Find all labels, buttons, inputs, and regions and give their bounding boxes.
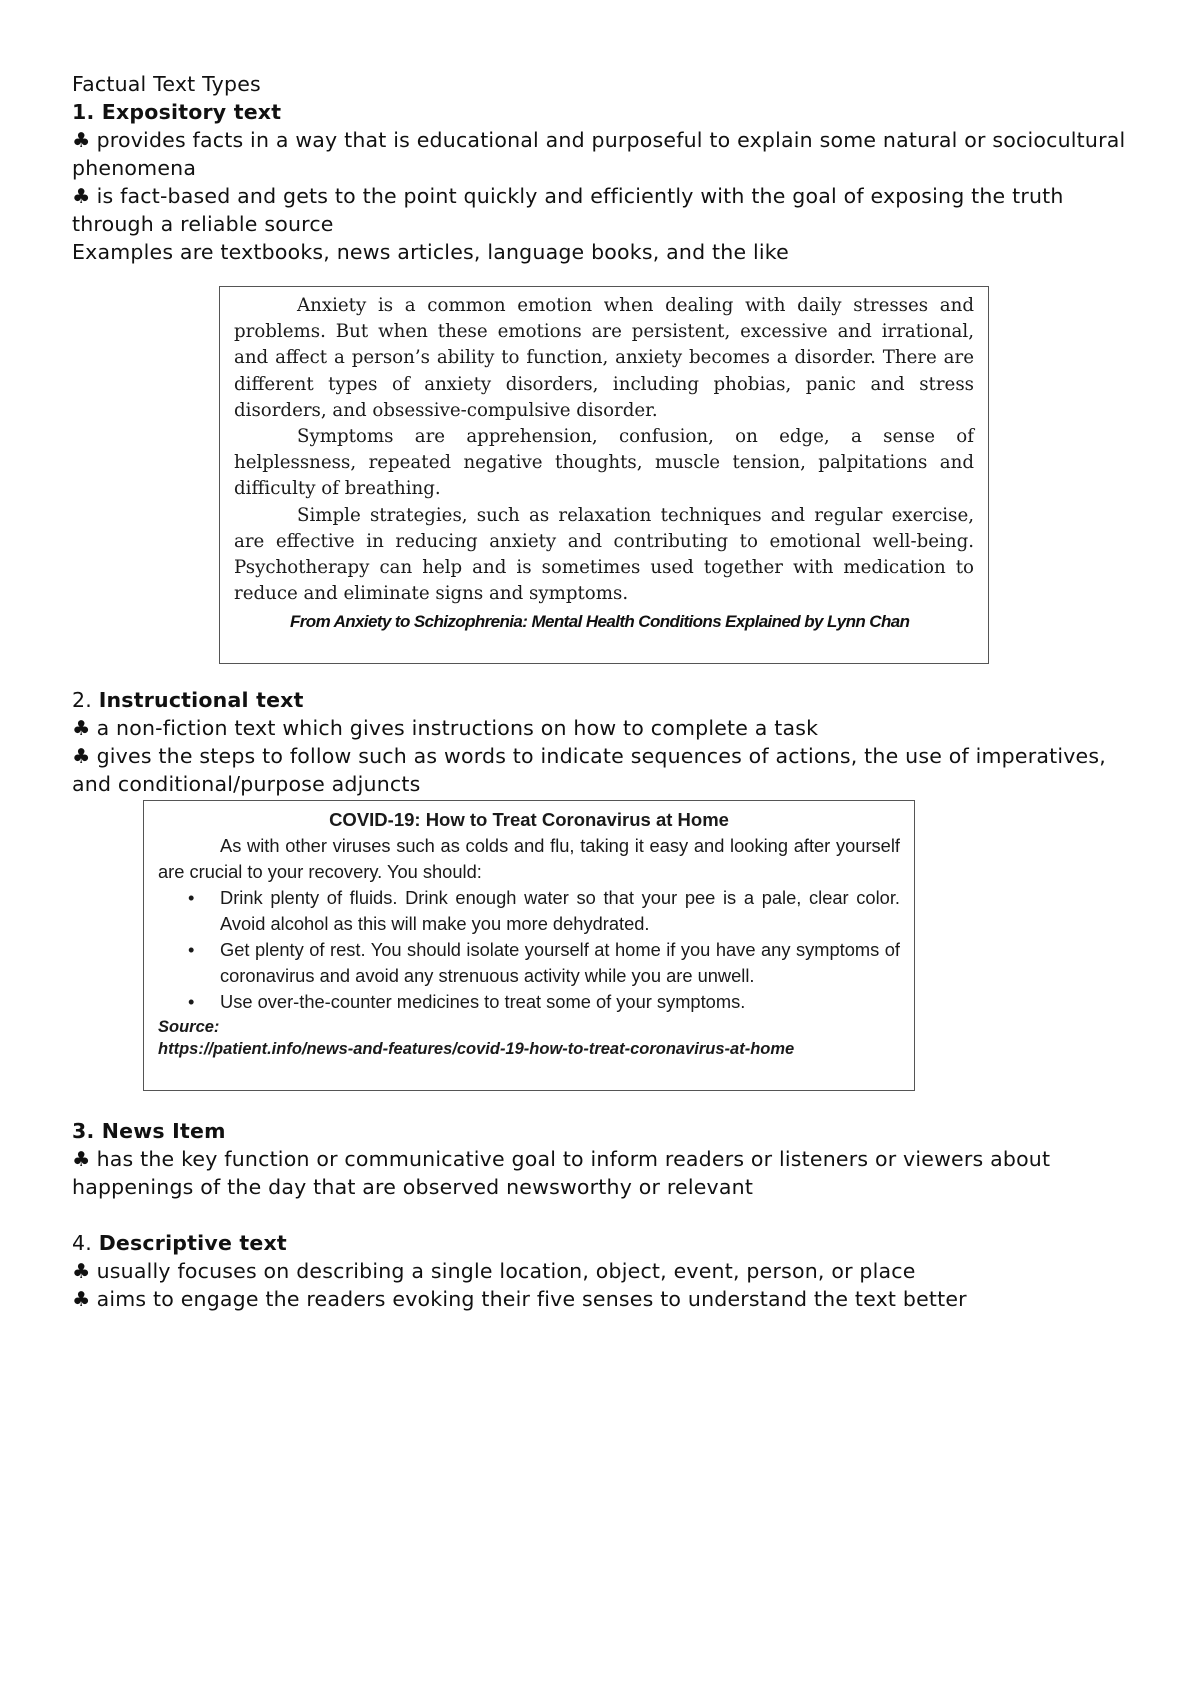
section-number: 3. <box>72 1119 95 1143</box>
club-bullet-icon: ♣ <box>72 716 91 740</box>
expository-point-2: ♣ is fact-based and gets to the point quickly and efficiently with the goal of exposing the truth through a reliable source <box>72 184 1064 236</box>
descriptive-point-2: ♣ aims to engage the readers evoking their five senses to understand the text better <box>72 1287 967 1311</box>
club-bullet-icon: ♣ <box>72 1147 91 1171</box>
section-news-heading <box>72 1117 1142 1145</box>
document-page <box>72 70 1142 1313</box>
bullet-dot-icon: • <box>188 991 195 1012</box>
section-title: News Item <box>101 1119 226 1143</box>
instructional-example-intro: As with other viruses such as colds and flu, taking it easy and looking after yourself are crucial to your recovery. You should: <box>158 835 900 882</box>
instructional-example-source-label: Source: <box>158 1018 220 1036</box>
instructional-point-1: ♣ a non-fiction text which gives instructions on how to complete a task <box>72 716 819 740</box>
instructional-example-title: COVID-19: How to Treat Coronavirus at Home <box>329 809 729 830</box>
section-expository-heading <box>72 98 1142 126</box>
bullet-dot-icon: • <box>188 887 195 908</box>
expository-example-paragraph: Anxiety is a common emotion when dealing with daily stresses and problems. But when these emotions are persistent, excessive and irrational, and affect a person’s ability to function, anxiety becomes a disorder. There are different types of anxiety disorders, including phobias, panic and stress disorders, and obsessive-compulsive disorder. <box>234 295 974 421</box>
instructional-example-list <box>158 885 900 1015</box>
instructional-point-2: ♣ gives the steps to follow such as words to indicate sequences of actions, the use of imperatives, and conditional/purpose adjuncts <box>72 744 1106 796</box>
section-number: 4. <box>72 1231 92 1255</box>
expository-example-paragraph: Symptoms are apprehension, confusion, on edge, a sense of helplessness, repeated negative thoughts, muscle tension, palpitations and difficulty of breathing. <box>234 426 974 500</box>
club-bullet-icon: ♣ <box>72 1259 91 1283</box>
instructional-example-box <box>143 800 915 1091</box>
section-number: 2. <box>72 688 92 712</box>
news-point-1: ♣ has the key function or communicative goal to inform readers or listeners or viewers about happenings of the day that are observed newsworthy or relevant <box>72 1147 1051 1199</box>
expository-point-1: ♣ provides facts in a way that is educational and purposeful to explain some natural or sociocultural phenomena <box>72 128 1126 180</box>
section-number: 1. <box>72 100 95 124</box>
list-item: • Use over-the-counter medicines to treat some of your symptoms. <box>158 989 900 1015</box>
instructional-example-source-url: https://patient.info/news-and-features/covid-19-how-to-treat-coronavirus-at-home <box>158 1040 795 1058</box>
club-bullet-icon: ♣ <box>72 184 91 208</box>
section-descriptive-heading <box>72 1229 1142 1257</box>
section-title: Instructional text <box>98 688 304 712</box>
expository-example-box <box>219 286 989 664</box>
list-item: • Get plenty of rest. You should isolate yourself at home if you have any symptoms of coronavirus and avoid any strenuous activity while you are unwell. <box>188 939 900 986</box>
section-title: Descriptive text <box>98 1231 287 1255</box>
club-bullet-icon: ♣ <box>72 128 91 152</box>
list-item: • Drink plenty of fluids. Drink enough water so that your pee is a pale, clear color. Avoid alcohol as this will make you more dehydrated. <box>188 887 900 934</box>
section-title: Expository text <box>101 100 282 124</box>
expository-example-source: From Anxiety to Schizophrenia: Mental Health Conditions Explained by Lynn Chan <box>290 612 910 632</box>
bullet-dot-icon: • <box>188 939 195 960</box>
section-instructional-heading <box>72 686 1142 714</box>
club-bullet-icon: ♣ <box>72 744 91 768</box>
club-bullet-icon: ♣ <box>72 1287 91 1311</box>
document-heading: Factual Text Types <box>72 72 261 96</box>
descriptive-point-1: ♣ usually focuses on describing a single location, object, event, person, or place <box>72 1259 916 1283</box>
expository-example-paragraph: Simple strategies, such as relaxation techniques and regular exercise, are effective in reducing anxiety and contributing to emotional well-being. Psychotherapy can help and is sometimes used together with medication to reduce and eliminate signs and symptoms. <box>234 504 974 605</box>
expository-examples: Examples are textbooks, news articles, language books, and the like <box>72 240 789 264</box>
